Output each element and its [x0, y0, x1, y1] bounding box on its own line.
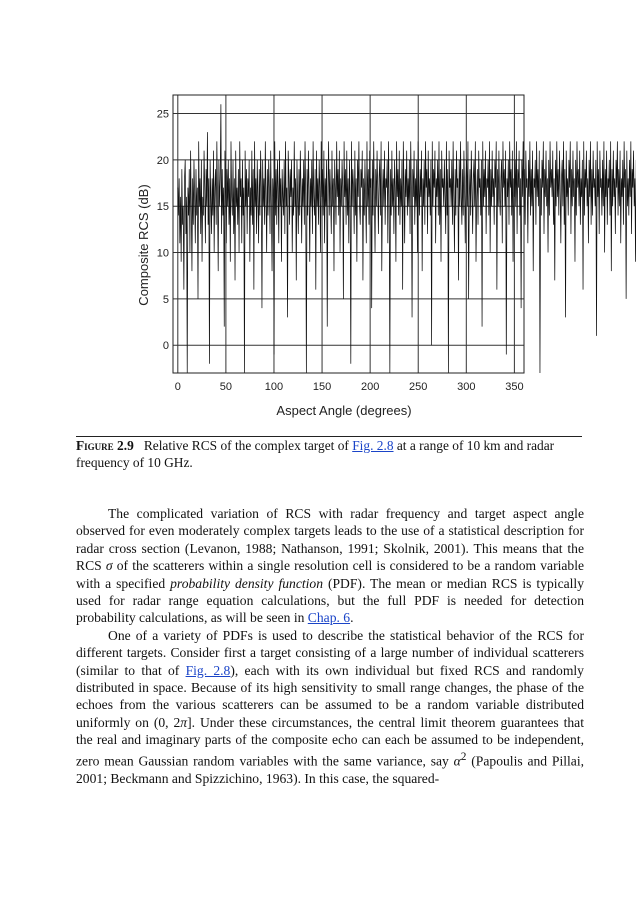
body-text	[76, 505, 584, 787]
pi-symbol: π	[180, 714, 188, 730]
y-tick-label: 5	[162, 293, 169, 306]
y-tick-label: 25	[156, 108, 169, 121]
p2-text-1: One of a variety of PDFs is used to describe the statistical behavior of the RCS for different targets. Consider first a target consisting of a large number of individual scatterers (similar to that of	[76, 627, 584, 678]
x-tick-label: 250	[409, 381, 428, 393]
paragraph-1	[76, 505, 584, 627]
alpha-symbol: α	[453, 753, 461, 769]
y-tick-label: 15	[156, 201, 169, 214]
x-tick-label: 300	[457, 381, 476, 393]
p2-text-2: ), each with its own individual but fixed RCS and randomly distributed in space. Because of its high sensitivity to small range changes, the phase of the echoes from the various scatterers can be assumed to be a random variable distributed uniformly on (0, 2	[76, 662, 584, 730]
p1-text-2: of the scatterers within a single resolution cell is considered to be a random variable with a specified	[76, 558, 585, 591]
p2-text-4: (Papoulis and Pillai, 2001; Beckmann and Spizzichino, 1963). In this case, the squared-	[76, 753, 584, 786]
chap-6-link[interactable]: Chap. 6	[307, 610, 351, 626]
fig-2-8-link[interactable]: Fig. 2.8	[185, 662, 231, 678]
y-tick-label: 10	[156, 247, 169, 260]
x-tick-label: 350	[505, 381, 524, 393]
caption-text-1: Relative RCS of the complex target of	[143, 438, 353, 453]
figure-caption	[76, 437, 586, 471]
p1-text-4: .	[350, 610, 354, 626]
x-tick-label: 50	[219, 381, 233, 393]
x-axis-label: Aspect Angle (degrees)	[276, 403, 412, 418]
x-tick-label: 200	[360, 381, 380, 393]
figure-2-9	[0, 0, 636, 440]
figure-label: Figure 2.9	[76, 438, 134, 453]
y-tick-label: 0	[162, 340, 169, 353]
x-tick-label: 0	[174, 381, 181, 393]
sigma-symbol: σ	[105, 558, 113, 574]
x-tick-label: 100	[264, 381, 284, 393]
pdf-term: probability density function	[170, 575, 323, 591]
y-axis-label: Composite RCS (dB)	[136, 184, 151, 306]
x-tick-label: 150	[312, 381, 332, 393]
alpha-exponent: 2	[460, 750, 467, 763]
series-layer	[178, 104, 636, 373]
caption-fig-link[interactable]: Fig. 2.8	[352, 438, 394, 453]
paragraph-2	[76, 627, 584, 787]
y-tick-label: 20	[156, 154, 169, 167]
rcs-chart	[0, 0, 636, 440]
p2-text-3: ]. Under these circumstances, the central limit theorem guarantees that the real and imaginary parts of the composite echo can each be assumed to be independent, zero mean Gaussian random variables with the same variance, say	[76, 714, 584, 769]
p1-text-3: (PDF). The mean or median RCS is typically used for radar range equation calculations, but the full PDF is needed for detection probability calculations, as will be seen in	[76, 575, 584, 626]
p1-text-1: The complicated variation of RCS with radar frequency and target aspect angle observed for even moderately complex targets leads to the use of a statistical description for radar cross section (Levanon, 1988; Nathanson, 1991; Skolnik, 2001). This means that the RCS	[76, 506, 584, 574]
caption-text-2: at a range of 10 km and radar frequency of 10 GHz.	[76, 438, 555, 470]
series-line-0	[178, 104, 636, 373]
